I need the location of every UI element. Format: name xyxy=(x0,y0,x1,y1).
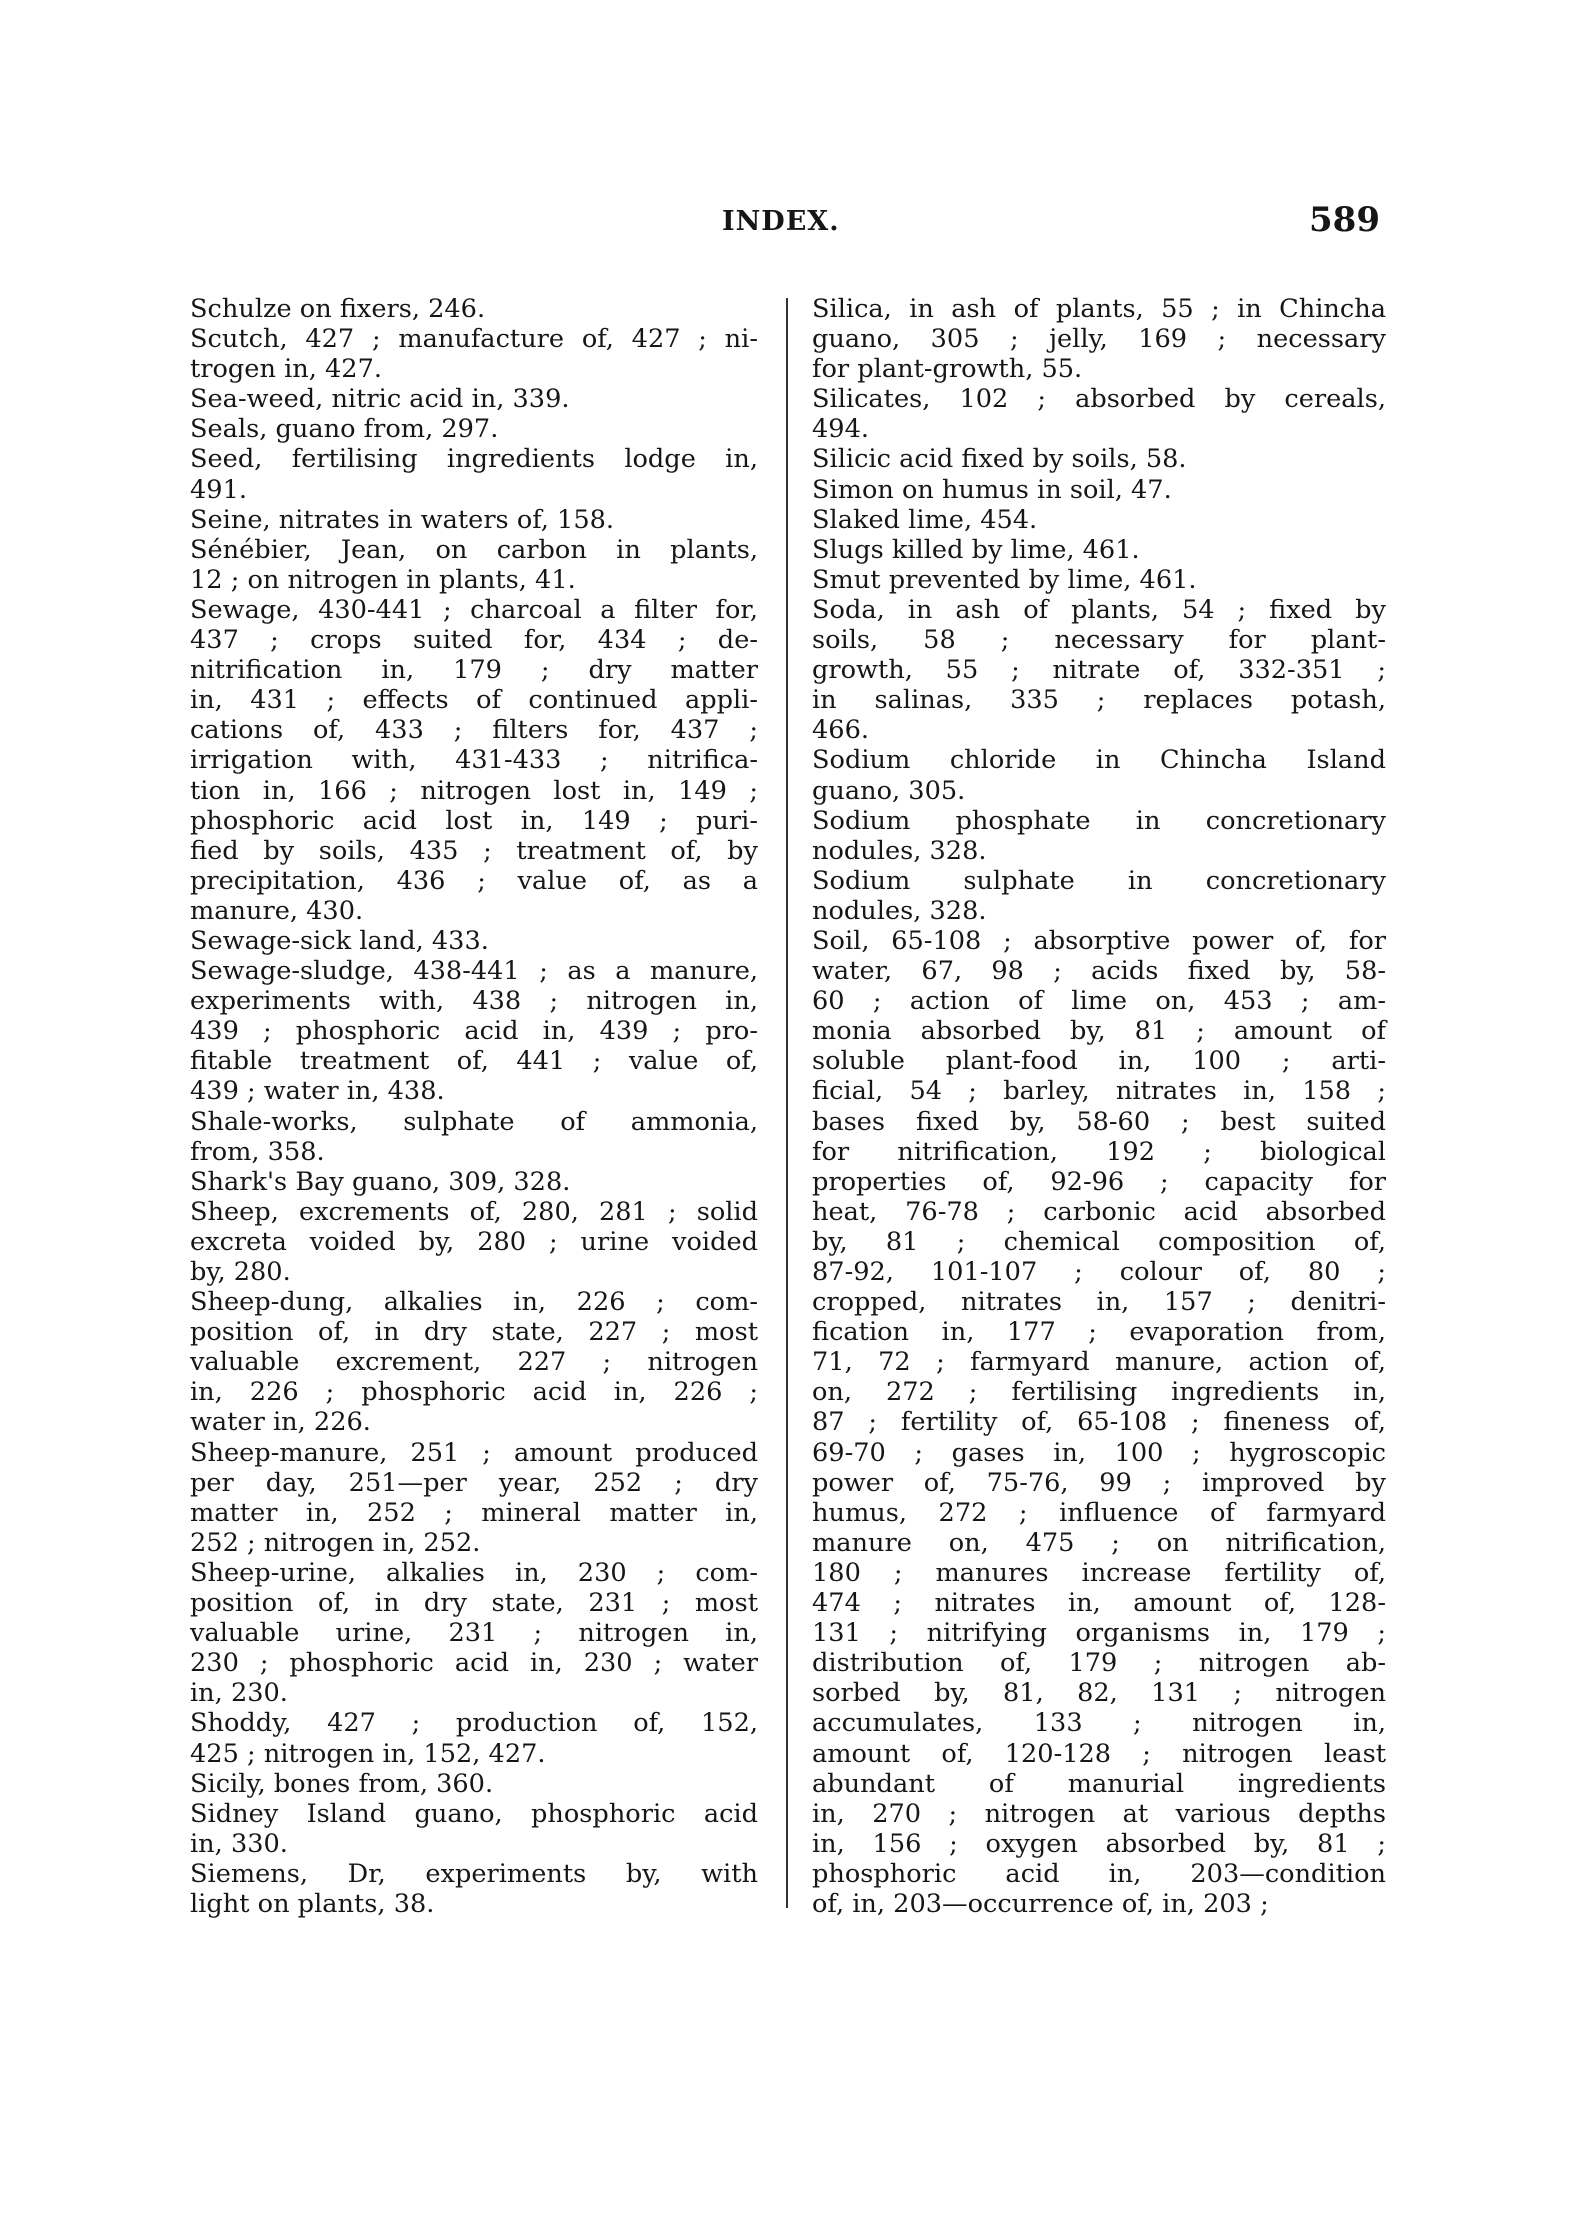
index-entry xyxy=(812,565,1386,595)
index-entry-line: Sheep-urine, alkalies in, 230 ; com- xyxy=(190,1557,758,1588)
index-entry-line: growth, 55 ; nitrate of, 332-351 ; xyxy=(812,655,1386,686)
index-entry-line: position of, in dry state, 227 ; most xyxy=(190,1317,758,1348)
index-entry-line: Sewage, 430-441 ; charcoal a filter for, xyxy=(190,594,758,625)
index-entry-line: ficial, 54 ; barley, nitrates in, 158 ; xyxy=(812,1076,1386,1107)
index-entry-line: Silica, in ash of plants, 55 ; in Chincha xyxy=(812,294,1386,324)
index-entry-line: by, 81 ; chemical composition of, xyxy=(812,1226,1386,1257)
index-entry xyxy=(190,505,758,535)
index-entry-line: by, 280. xyxy=(190,1257,291,1287)
index-entry-line: tion in, 166 ; nitrogen lost in, 149 ; xyxy=(190,775,758,806)
index-entry xyxy=(812,475,1386,505)
index-entry xyxy=(190,1197,758,1287)
index-entry-line: phosphoric acid in, 203—condition xyxy=(812,1858,1386,1889)
index-entry-line: Siemens, Dr, experiments by, with xyxy=(190,1858,758,1889)
index-entry xyxy=(190,414,758,444)
index-entry-line: Seed, fertilising ingredients lodge in, xyxy=(190,444,758,475)
page-header xyxy=(190,200,1390,250)
index-entry-line: fication in, 177 ; evaporation from, xyxy=(812,1317,1386,1348)
index-entry xyxy=(812,745,1386,805)
index-entry-line: 425 ; nitrogen in, 152, 427. xyxy=(190,1738,546,1769)
index-entry-line: Soil, 65-108 ; absorptive power of, for xyxy=(812,925,1386,956)
index-entry xyxy=(190,384,758,414)
index-entry-line: cropped, nitrates in, 157 ; denitri- xyxy=(812,1287,1386,1318)
index-entry-line: for plant-growth, 55. xyxy=(812,354,1083,385)
index-entry-line: in, 226 ; phosphoric acid in, 226 ; xyxy=(190,1377,758,1408)
index-entry-line: Sheep-manure, 251 ; amount produced xyxy=(190,1437,758,1468)
index-entry-line: 87-92, 101-107 ; colour of, 80 ; xyxy=(812,1257,1386,1287)
index-entry-line: Sénébier, Jean, on carbon in plants, xyxy=(190,534,758,565)
index-entry-line: precipitation, 436 ; value of, as a xyxy=(190,865,758,896)
index-entry xyxy=(190,595,758,926)
index-entry xyxy=(812,866,1386,926)
index-entry xyxy=(190,1287,758,1437)
index-entry-line: abundant of manurial ingredients xyxy=(812,1768,1386,1799)
index-entry-line: in, 156 ; oxygen absorbed by, 81 ; xyxy=(812,1828,1386,1859)
index-column-right xyxy=(812,294,1386,1919)
index-entry-line: Shoddy, 427 ; production of, 152, xyxy=(190,1708,758,1739)
index-entry-line: experiments with, 438 ; nitrogen in, xyxy=(190,986,758,1017)
index-entry xyxy=(812,294,1386,384)
index-entry-line: 180 ; manures increase fertility of, xyxy=(812,1557,1386,1588)
index-entry-line: fitable treatment of, 441 ; value of, xyxy=(190,1046,758,1077)
index-entry xyxy=(190,444,758,504)
index-entry-line: in, 330. xyxy=(190,1828,288,1859)
index-entry xyxy=(812,806,1386,866)
index-entry-line: Sicily, bones from, 360. xyxy=(190,1768,494,1799)
index-entry xyxy=(812,384,1386,444)
index-column-left xyxy=(190,294,758,1919)
index-entry-line: valuable excrement, 227 ; nitrogen xyxy=(190,1347,758,1378)
index-entry-line: Shale-works, sulphate of ammonia, xyxy=(190,1106,758,1137)
index-entry-line: 71, 72 ; farmyard manure, action of, xyxy=(812,1347,1386,1378)
index-entry-line: 439 ; water in, 438. xyxy=(190,1076,445,1107)
index-entry-line: Soda, in ash of plants, 54 ; fixed by xyxy=(812,594,1386,625)
index-entry-line: in, 270 ; nitrogen at various depths xyxy=(812,1798,1386,1829)
index-entry xyxy=(190,1107,758,1167)
index-entry-line: light on plants, 38. xyxy=(190,1888,435,1919)
index-entry-line: Schulze on fixers, 246. xyxy=(190,294,486,324)
index-entry-line: manure on, 475 ; on nitrification, xyxy=(812,1527,1386,1558)
index-entry-line: Sidney Island guano, phosphoric acid xyxy=(190,1798,758,1829)
index-entry-line: Silicates, 102 ; absorbed by cereals, xyxy=(812,384,1386,415)
index-entry-line: Silicic acid fixed by soils, 58. xyxy=(812,444,1187,475)
index-entry xyxy=(190,1558,758,1708)
index-entry-line: power of, 75-76, 99 ; improved by xyxy=(812,1467,1386,1498)
index-entry-line: 491. xyxy=(190,474,247,505)
index-entry-line: in, 431 ; effects of continued appli- xyxy=(190,685,758,716)
index-entry-line: 474 ; nitrates in, amount of, 128- xyxy=(812,1588,1386,1619)
index-entry xyxy=(812,535,1386,565)
index-entry-line: amount of, 120-128 ; nitrogen least xyxy=(812,1738,1386,1769)
index-entry-line: Sodium chloride in Chincha Island xyxy=(812,745,1386,776)
index-entry-line: Sewage-sick land, 433. xyxy=(190,925,489,956)
index-entry-line: in salinas, 335 ; replaces potash, xyxy=(812,685,1386,716)
index-entry-line: bases fixed by, 58-60 ; best suited xyxy=(812,1106,1386,1137)
index-entry-line: monia absorbed by, 81 ; amount of xyxy=(812,1016,1386,1047)
column-divider xyxy=(786,298,788,1908)
index-entry-line: for nitrification, 192 ; biological xyxy=(812,1136,1386,1167)
index-entry-line: position of, in dry state, 231 ; most xyxy=(190,1588,758,1619)
index-entry xyxy=(190,1167,758,1197)
index-entry xyxy=(812,595,1386,745)
index-entry-line: 439 ; phosphoric acid in, 439 ; pro- xyxy=(190,1016,758,1047)
index-entry-line: valuable urine, 231 ; nitrogen in, xyxy=(190,1618,758,1649)
index-entry-line: 466. xyxy=(812,715,869,746)
index-entry-line: in, 230. xyxy=(190,1678,288,1709)
index-entry-line: nodules, 328. xyxy=(812,895,987,926)
index-entry-line: Sodium sulphate in concretionary xyxy=(812,865,1386,896)
index-entry-line: Slaked lime, 454. xyxy=(812,504,1038,535)
page-number: 589 xyxy=(1309,200,1380,240)
index-entry-line: Sea-weed, nitric acid in, 339. xyxy=(190,384,570,415)
index-entry-line: excreta voided by, 280 ; urine voided xyxy=(190,1226,758,1257)
index-entry-line: Sheep, excrements of, 280, 281 ; solid xyxy=(190,1196,758,1227)
index-entry-line: humus, 272 ; influence of farmyard xyxy=(812,1497,1386,1528)
index-entry-line: from, 358. xyxy=(190,1136,325,1167)
index-entry-line: Sodium phosphate in concretionary xyxy=(812,805,1386,836)
index-entry-line: accumulates, 133 ; nitrogen in, xyxy=(812,1708,1386,1739)
index-entry-line: 437 ; crops suited for, 434 ; de- xyxy=(190,625,758,656)
index-entry xyxy=(190,956,758,1106)
index-entry-line: 131 ; nitrifying organisms in, 179 ; xyxy=(812,1618,1386,1649)
index-entry-line: irrigation with, 431-433 ; nitrifica- xyxy=(190,745,758,776)
index-entry-line: soluble plant-food in, 100 ; arti- xyxy=(812,1046,1386,1077)
index-entry xyxy=(812,926,1386,1919)
index-entry-line: Slugs killed by lime, 461. xyxy=(812,534,1140,565)
index-entry-line: 12 ; on nitrogen in plants, 41. xyxy=(190,564,576,595)
index-entry-line: nodules, 328. xyxy=(812,835,987,866)
index-entry-line: Smut prevented by lime, 461. xyxy=(812,564,1197,595)
index-entry xyxy=(190,1438,758,1558)
index-entry-line: guano, 305 ; jelly, 169 ; necessary xyxy=(812,324,1386,355)
index-entry xyxy=(190,1859,758,1919)
index-entry xyxy=(190,1799,758,1859)
index-entry xyxy=(812,505,1386,535)
page-title: INDEX. xyxy=(722,206,840,237)
index-entry-line: fied by soils, 435 ; treatment of, by xyxy=(190,835,758,866)
index-entry-line: phosphoric acid lost in, 149 ; puri- xyxy=(190,805,758,836)
index-entry xyxy=(190,324,758,384)
index-entry-line: 69-70 ; gases in, 100 ; hygroscopic xyxy=(812,1437,1386,1468)
index-entry xyxy=(190,294,758,324)
index-entry-line: soils, 58 ; necessary for plant- xyxy=(812,625,1386,656)
index-entry xyxy=(812,444,1386,474)
index-entry xyxy=(190,926,758,956)
index-entry-line: Sewage-sludge, 438-441 ; as a manure, xyxy=(190,956,758,987)
index-entry-line: on, 272 ; fertilising ingredients in, xyxy=(812,1377,1386,1408)
index-entry-line: sorbed by, 81, 82, 131 ; nitrogen xyxy=(812,1678,1386,1709)
index-entry-line: 87 ; fertility of, 65-108 ; fineness of, xyxy=(812,1407,1386,1438)
index-entry-line: 494. xyxy=(812,414,869,445)
index-entry-line: water, 67, 98 ; acids fixed by, 58- xyxy=(812,956,1386,987)
index-entry-line: Simon on humus in soil, 47. xyxy=(812,474,1172,505)
index-entry-line: distribution of, 179 ; nitrogen ab- xyxy=(812,1648,1386,1679)
index-entry-line: manure, 430. xyxy=(190,895,364,926)
index-entry-line: Seals, guano from, 297. xyxy=(190,414,499,445)
index-entry-line: Scutch, 427 ; manufacture of, 427 ; ni- xyxy=(190,324,758,355)
index-entry-line: guano, 305. xyxy=(812,775,966,806)
index-entry-line: Seine, nitrates in waters of, 158. xyxy=(190,504,615,535)
index-entry-line: cations of, 433 ; filters for, 437 ; xyxy=(190,715,758,746)
index-entry-line: 60 ; action of lime on, 453 ; am- xyxy=(812,986,1386,1017)
index-entry-line: nitrification in, 179 ; dry matter xyxy=(190,655,758,686)
index-entry-line: Shark's Bay guano, 309, 328. xyxy=(190,1166,571,1197)
index-entry-line: heat, 76-78 ; carbonic acid absorbed xyxy=(812,1196,1386,1227)
index-entry-line: properties of, 92-96 ; capacity for xyxy=(812,1166,1386,1197)
index-entry-line: 252 ; nitrogen in, 252. xyxy=(190,1527,481,1558)
index-entry-line: per day, 251—per year, 252 ; dry xyxy=(190,1467,758,1498)
index-entry-line: of, in, 203—occurrence of, in, 203 ; xyxy=(812,1888,1269,1919)
index-entry xyxy=(190,1708,758,1768)
index-entry xyxy=(190,535,758,595)
index-entry-line: 230 ; phosphoric acid in, 230 ; water xyxy=(190,1648,758,1679)
index-entry xyxy=(190,1769,758,1799)
index-entry-line: Sheep-dung, alkalies in, 226 ; com- xyxy=(190,1287,758,1318)
index-entry-line: trogen in, 427. xyxy=(190,354,383,385)
index-entry-line: matter in, 252 ; mineral matter in, xyxy=(190,1497,758,1528)
index-entry-line: water in, 226. xyxy=(190,1407,371,1438)
